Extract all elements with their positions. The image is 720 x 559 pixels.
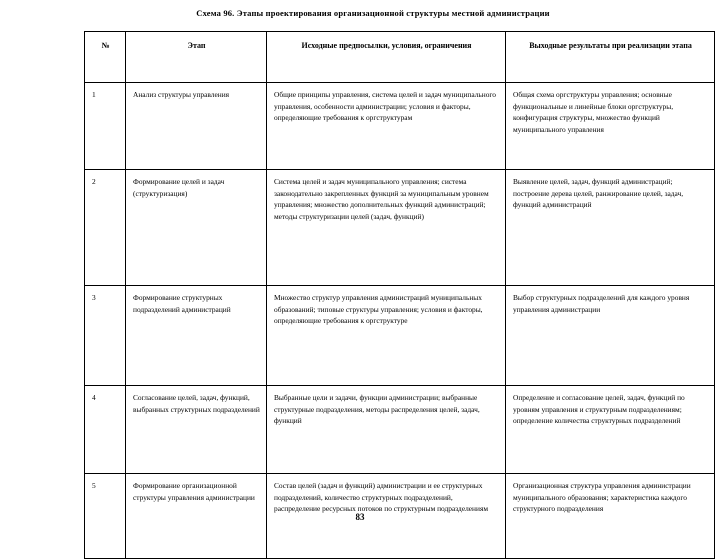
table-row [85,83,715,170]
cell-input: Система целей и задач муниципального управления; система законодательно закрепленных функций за муниципальным уровнем управления; множество дополнительных функций администраций; методы структуризации целей (задач, функций) [267,170,506,286]
cell-stage: Формирование структурных подразделений администраций [126,286,267,386]
table-row [85,286,715,386]
cell-output: Выявление целей, задач, функций администраций; построение дерева целей, ранжирование целей, задач, функций администраций [506,170,715,286]
stages-table [84,31,715,559]
cell-output: Определение и согласование целей, задач, функций по уровням управления и структурным подразделениям; определение количества структурных подразделений [506,386,715,474]
table-header-row [85,32,715,83]
table-body [85,83,715,559]
page-title: Схема 96. Этапы проектирования организационной структуры местной администрации [196,8,550,18]
column-header-input: Исходные предпосылки, условия, ограничения [267,32,506,83]
cell-number: 4 [85,386,126,474]
page-number: 83 [355,512,365,522]
column-header-number: № [85,32,126,83]
cell-stage: Согласование целей, задач, функций, выбранных структурных подразделений [126,386,267,474]
cell-number: 1 [85,83,126,170]
cell-stage: Формирование целей и задач (структуризация) [126,170,267,286]
cell-input: Выбранные цели и задачи, функции администрации; выбранные структурные подразделения, методы распределения целей, задач, функций [267,386,506,474]
cell-input: Множество структур управления администраций муниципальных образований; типовые структуры управления; условия и факторы, определяющие требования к оргструктуре [267,286,506,386]
table-row [85,170,715,286]
cell-output: Общая схема оргструктуры управления; основные функциональные и линейные блоки оргструктуры, конфигурация структуры, множество функций муниципального управления [506,83,715,170]
cell-input: Общие принципы управления, система целей и задач муниципального управления, особенности администрации; условия и факторы, определяющие требования к оргструктурам [267,83,506,170]
cell-stage: Формирование организационной структуры управления администрации [126,474,267,559]
cell-input: Состав целей (задач и функций) администрации и ее структурных подразделений, количество структурных подразделений, распределение ресурсных потоков по структурным подразделениям [267,474,506,559]
column-header-output: Выходные результаты при реализации этапа [506,32,715,83]
cell-number: 3 [85,286,126,386]
cell-output: Организационная структура управления администрации муниципального образования; характеристика каждого структурного подразделения [506,474,715,559]
table-row [85,386,715,474]
cell-stage: Анализ структуры управления [126,83,267,170]
column-header-stage: Этап [126,32,267,83]
table-header [85,32,715,83]
cell-number: 5 [85,474,126,559]
cell-number: 2 [85,170,126,286]
cell-output: Выбор структурных подразделений для каждого уровня управления администрации [506,286,715,386]
